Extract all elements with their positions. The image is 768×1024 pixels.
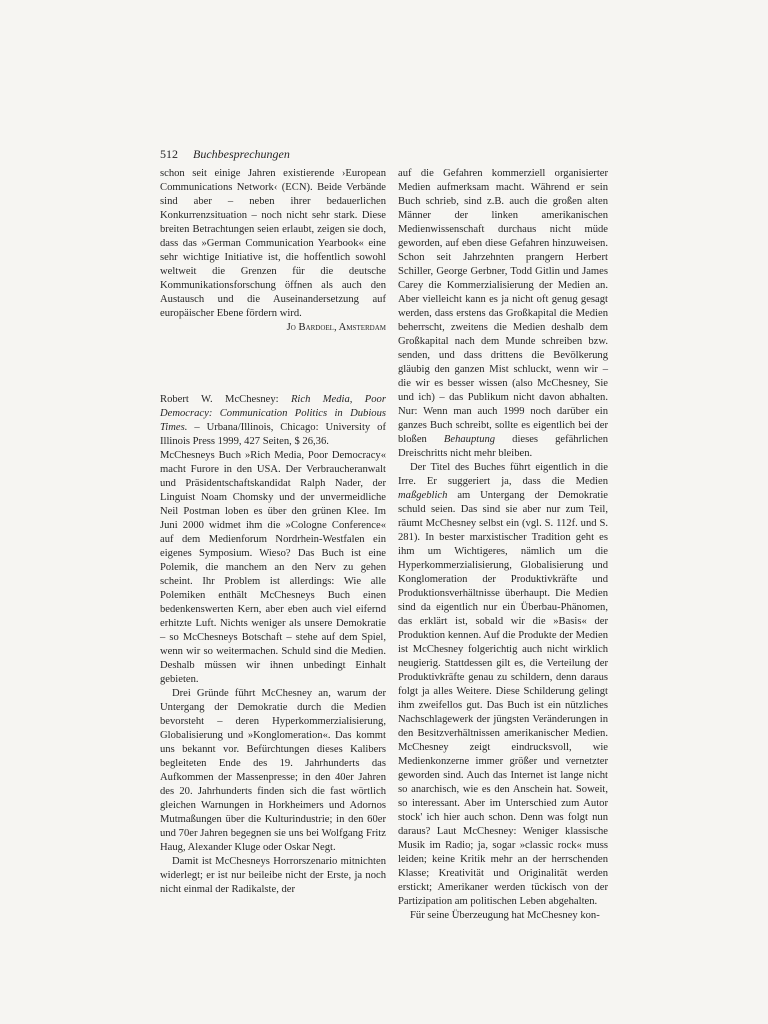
right-column xyxy=(398,167,608,923)
page-number: 512 xyxy=(160,147,178,161)
body-paragraph xyxy=(398,167,608,461)
body-paragraph: Drei Gründe führt McChesney an, warum der Untergang der Demokratie durch die Medien bevorsteht – deren Hyperkommerzialisierung, Globalisierung und »Konglomeration«. Das kommt uns bekannt vor. Befürchtungen dieses Kalibers begleiteten Ende des 19. Jahrhunderts das Aufkommen der Massenpresse; in den 40er Jahren des 20. Jahrhunderts finden sich die fast wörtlich gleichen Warnungen in Horkheimers und Adornos Mutmaßungen über die Kulturindustrie; in den 60er und 70er Jahren begegnen sie uns bei Wolfgang Fritz Haug, Alexander Kluge oder Oskar Negt. xyxy=(160,688,386,853)
body-paragraph: McChesneys Buch »Rich Media, Poor Democracy« macht Furore in den USA. Der Verbraucheranwalt und Präsidentschaftskandidat Ralph Nader, der Linguist Noam Chomsky und der unvermeidliche Neil Postman loben es über den grünen Klee. Im Juni 2000 widmet ihm die »Cologne Conference« auf dem Medienforum Nordrhein-Westfalen ein eigenes Symposium. Wieso? Das Buch ist eine Polemik, die manchem an den Nerv zu gehen scheint. Ihr Problem ist allerdings: Wie alle Polemiken enthält McChesneys Buch einen bedenkenswerten Kern, aber eben auch viel eifernd erhitzte Luft. Nichts weniger als unsere Demokratie – so McChesneys Botschaft – stehe auf dem Spiel, wenn wir so weitermachen. Schuld sind die Medien. Deshalb müssen wir ihnen unbedingt Einhalt gebieten. xyxy=(160,450,386,685)
section-gap xyxy=(160,335,386,393)
paragraph-text: auf die Gefahren kommerziell organisierter Medien aufmerksam macht. Während er sein Buch schrieb, sind z.B. auch die großen alten Männer der linken amerikanischen Medienwissenschaft durchaus nicht müde geworden, auf eben diese Gefahren hinzuweisen. Schon seit Jahrzehnten prangern Herbert Schiller, George Gerbner, Todd Gitlin und James Carey die Kommerzialisierung der Medien an. Aber vielleicht kann es ja nicht oft genug gesagt werden, dass erstens das Großkapital die Medien beherrscht, zweitens die Medien deshalb dem Großkapital nach dem Munde schreiben bzw. senden, und dass drittens die Bevölkerung gläubig den ganzen Mist schluckt, wenn wir – die wir es besser wissen (also McChesney, Sie und ich) – das Publikum nicht davon abhalten. Nur: Wenn man auch 1999 noch darüber ein ganzes Buch schreibt, sollte es eigentlich bei der bloßen xyxy=(398,168,608,445)
paragraph-text: dieses gefährlichen Dreischritts nicht mehr bleiben. xyxy=(398,434,609,459)
review-book-title: Rich Media, Poor Democracy: Communication Politics in Dubious Times. xyxy=(160,394,386,433)
paragraph-text: am Untergang der Demokratie schuld seien. Das sind sie aber nur zum Teil, räumt McChesney selbst ein (vgl. S. 112f. und S. 281). In bester marxistischer Tradition geht es ihm um Wichtigeres, nämlich um die Hyperkommerzialisierung, Globalisierung und Konglomeration der Produktivkräfte und Produktionsverhältnisse überhaupt. Die Medien sind da eigentlich nur ein Überbau-Phänomen, das erklärt ist, sobald wir die »Basis« der Produktion kennen. Auf die Produkte der Medien ist McChesney folgerichtig auch nicht wirklich neugierig. Stattdessen gilt es, die Verteilung der Produktivkräfte genau zu schildern, denn daraus folgt ja alles Weitere. Diese Schilderung gelingt ihm zweifellos gut. Das Buch ist ein nützliches Nachschlagewerk der jüngsten Veränderungen in den Besitzverhältnissen amerikanischer Medien. McChesney zeigt eindrucksvoll, wie Medienkonzerne immer größer und vernetzter geworden sind. Auch das Internet ist lange nicht so anarchisch, wie es den Anschein hat. Soweit, so interessant. Aber im Unterschied zum Autor stock' ich hier auch schon. Denn was folgt nun daraus? Laut McChesney: Weniger klassische Musik im Radio; ja, sogar »classic rock« muss leiden; keine Kritik mehr an der herrschenden Klasse; Kreativität und Originalität werden erstickt; Amerikaner werden tückisch von der Partizipation am politischen Leben abgehalten. xyxy=(398,490,608,907)
left-column xyxy=(160,167,386,897)
body-paragraph: Für seine Überzeugung hat McChesney kon- xyxy=(410,910,600,921)
review-signature: Jo Bardoel, Amsterdam xyxy=(286,322,386,333)
emphasized-word: Behauptung xyxy=(443,434,496,445)
body-paragraph xyxy=(398,461,608,909)
page-header xyxy=(160,147,290,162)
running-title: Buchbesprechungen xyxy=(193,147,290,161)
review-author: Robert W. McChesney: xyxy=(160,394,279,405)
body-paragraph: Damit ist McChesneys Horrorszenario mitnichten widerlegt; er ist nur beileibe nicht der Erste, ja noch nicht einmal der Radikalste, der xyxy=(160,856,386,895)
paragraph-text: Der Titel des Buches führt eigentlich in die Irre. Er suggeriert ja, dass die Medien xyxy=(398,462,608,487)
emphasized-word: maßgeblich xyxy=(398,490,448,501)
bibliographic-entry xyxy=(160,393,386,449)
review-publication: – Urbana/Illinois, Chicago: University of Illinois Press 1999, 427 Seiten, $ 26,36. xyxy=(160,422,386,447)
intro-paragraph: schon seit einige Jahren existierende ›European Communications Network‹ (ECN). Beide Verbände sind aber – neben ihrer bedauerlichen Konkurrenzsituation – noch nicht sehr stark. Diese breiten Betrachtungen seien erlaubt, zeigen sie doch, dass das »German Communication Yearbook« eine sehr wichtige Initiative ist, die hoffentlich sowohl weltweit die Grenzen für die deutsche Kommunikationsforschung öffnen als auch den Austausch und die Auseinandersetzung auf europäischer Ebene fördern wird. xyxy=(160,168,386,319)
